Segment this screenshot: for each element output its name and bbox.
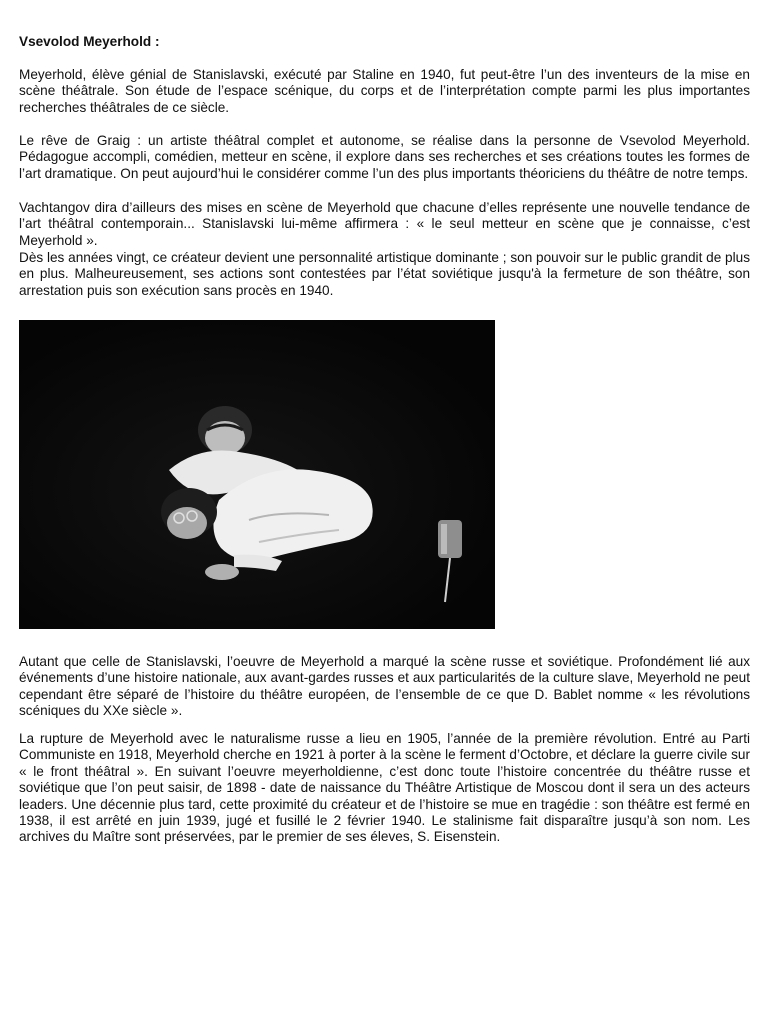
intro-paragraph: Meyerhold, élève génial de Stanislavski, exécuté par Staline en 1940, fut peut-être l’un des inventeurs de la mise en scène théâtrale. Son étude de l’espace scénique, du corps et de l’interprétation compte parmi les plus importantes recherches théâtrales de ce siècle. <box>19 67 750 115</box>
paragraph-oeuvre: Autant que celle de Stanislavski, l’oeuvre de Meyerhold a marqué la scène russe et soviétique. Profondément lié aux événements d’une histoire nationale, aux avant-gardes russes et aux particularités de la culture slave, Meyerhold ne peut cependant être séparé de l’histoire du théâtre européen, de l’ensemble de ce que D. Bablet nomme « les révolutions scéniques du XXe siècle ». <box>19 654 750 719</box>
paragraph-rupture: La rupture de Meyerhold avec le naturalisme russe a lieu en 1905, l’année de la première révolution. Entré au Parti Communiste en 1918, Meyerhold cherche en 1921 à porter à la scène le ferment d’Octobre, et déclare la guerre civile sur « le front théâtral ». En suivant l’oeuvre meyerholdienne, c’est donc toute l’histoire concentrée du théâtre russe et soviétique que l’on peut saisir, de 1898 - date de naissance du Théâtre Artistique de Moscou dont il sera un des acteurs leaders. Une décennie plus tard, cette proximité du créateur et de l’histoire se mue en tragédie : son théâtre est fermé en 1938, il est arrêté en juin 1939, jugé et fusillé le 2 février 1940. Le stalinisme fait disparaître jusqu’à son nom. Les archives du Maître sont préservées, par le premier de ses éleves, S. Eisenstein. <box>19 731 750 845</box>
stage-photograph-drawing <box>19 320 495 629</box>
paragraph-vachtangov: Vachtangov dira d’ailleurs des mises en scène de Meyerhold que chacune d’elles représente une nouvelle tendance de l’art théâtral contemporain... Stanislavski lui-même affirmera : « le seul metteur en scène que je connaisse, c’est Meyerhold ». <box>19 200 750 248</box>
stage-photograph <box>19 320 495 629</box>
page-title: Vsevolod Meyerhold : <box>19 34 160 49</box>
paragraph-graig: Le rêve de Graig : un artiste théâtral complet et autonome, se réalise dans la personne de Vsevolod Meyerhold. Pédagogue accompli, comédien, metteur en scène, il explore dans ses recherches et ses créations toutes les formes de l’art dramatique. On peut aujourd’hui le considérer comme l’un des plus importants théoriciens du théâtre de notre temps. <box>19 133 750 181</box>
paragraph-annees-vingt: Dès les années vingt, ce créateur devient une personnalité artistique dominante ; son pouvoir sur le public grandit de plus en plus. Malheureusement, ses actions sont contestées par l’état soviétique jusqu'à la fermeture de son théâtre, son arrestation puis son exécution sans procès en 1940. <box>19 250 750 298</box>
